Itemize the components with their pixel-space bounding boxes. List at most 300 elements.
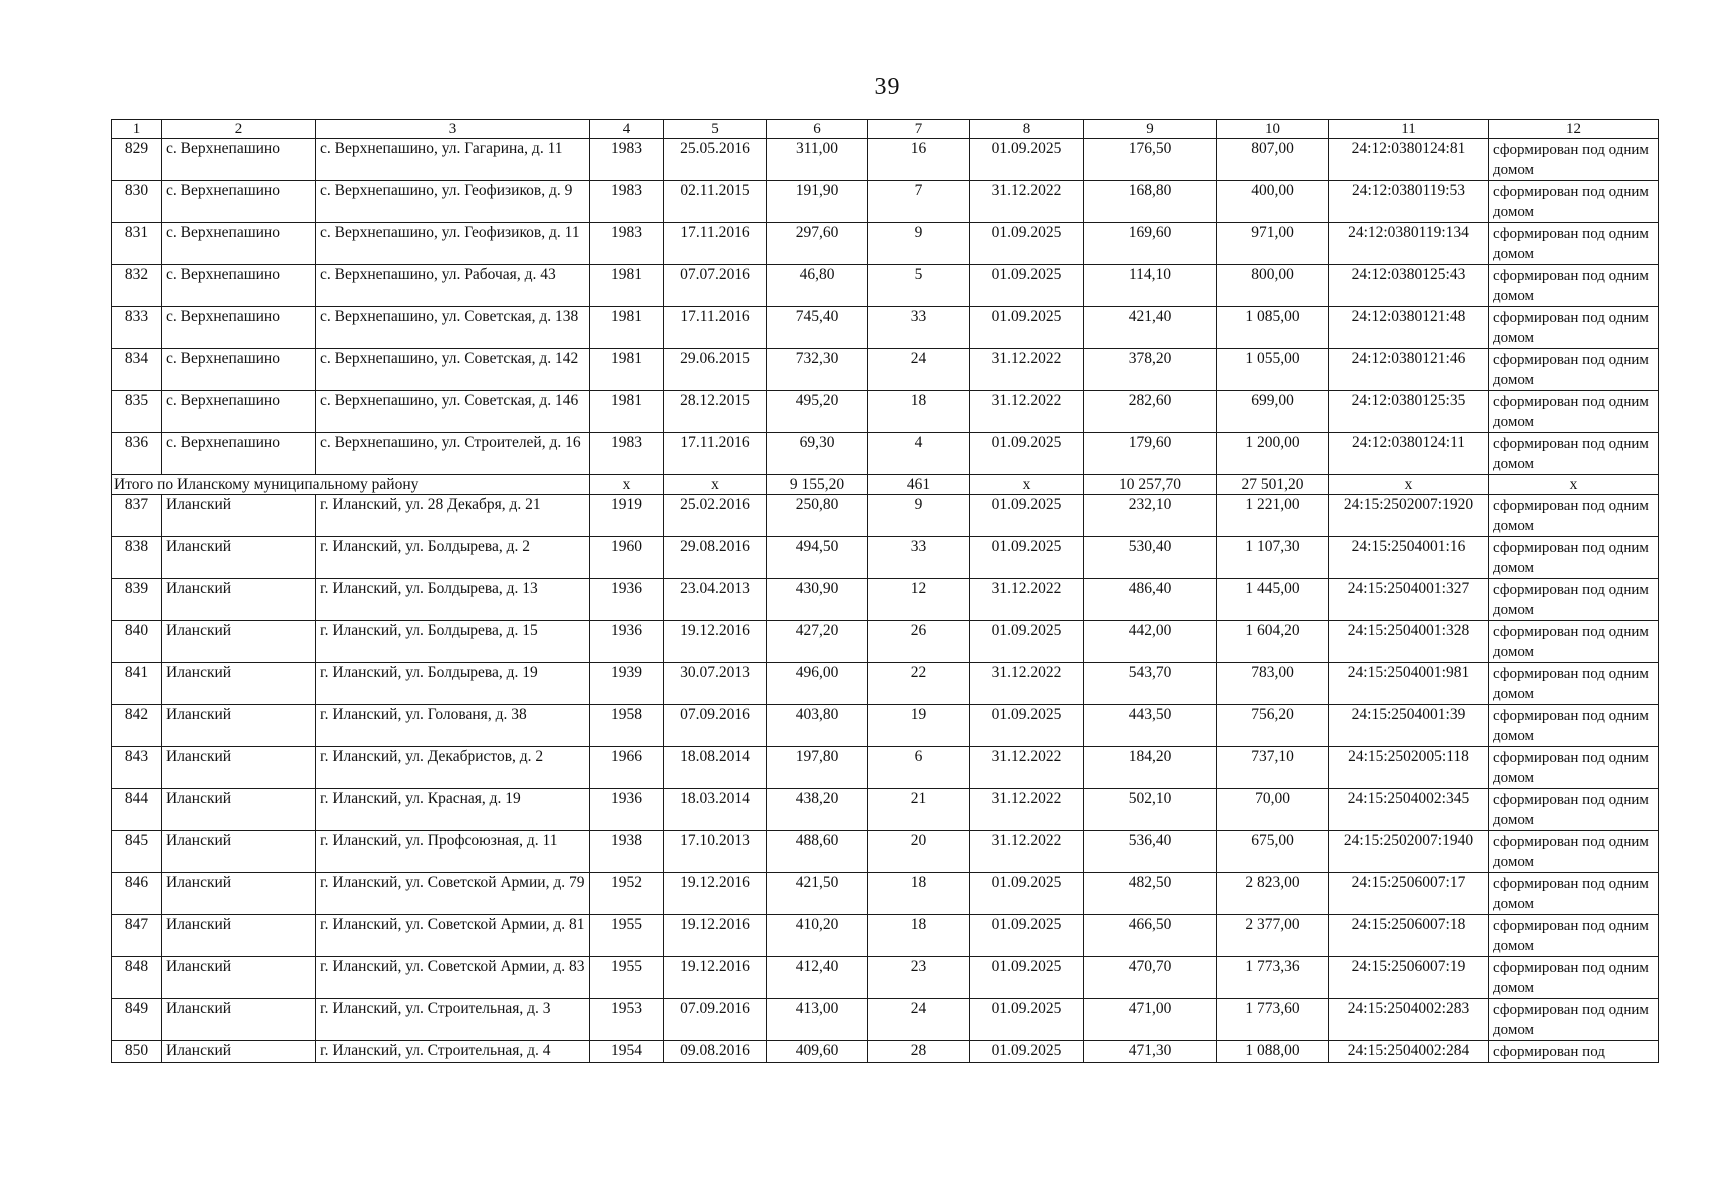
row-number-cell: 843 — [112, 747, 162, 789]
year-cell: 1936 — [590, 621, 664, 663]
deadline-cell: 31.12.2022 — [970, 831, 1084, 873]
residents-cell: 18 — [868, 915, 970, 957]
row-number-cell: 850 — [112, 1041, 162, 1063]
status-cell: сформирован под одним домом — [1489, 391, 1659, 433]
total-value-cell: x — [1329, 475, 1489, 495]
status-cell: сформирован под одним домом — [1489, 349, 1659, 391]
date-cell: 29.06.2015 — [664, 349, 767, 391]
table-row — [112, 1041, 1659, 1063]
address-cell: г. Иланский, ул. 28 Декабря, д. 21 — [316, 495, 590, 537]
table-row — [112, 663, 1659, 705]
residents-cell: 12 — [868, 579, 970, 621]
table-row — [112, 537, 1659, 579]
settlement-cell: с. Верхнепашино — [162, 223, 316, 265]
area-cell: 732,30 — [767, 349, 868, 391]
residents-cell: 33 — [868, 537, 970, 579]
address-cell: г. Иланский, ул. Советской Армии, д. 83 — [316, 957, 590, 999]
row-number-cell: 837 — [112, 495, 162, 537]
total-value-cell: 27 501,20 — [1217, 475, 1329, 495]
cost-cell: 699,00 — [1217, 391, 1329, 433]
address-cell: г. Иланский, ул. Профсоюзная, д. 11 — [316, 831, 590, 873]
land-area-cell: 502,10 — [1084, 789, 1217, 831]
area-cell: 250,80 — [767, 495, 868, 537]
deadline-cell: 31.12.2022 — [970, 181, 1084, 223]
residents-cell: 7 — [868, 181, 970, 223]
year-cell: 1939 — [590, 663, 664, 705]
status-cell: сформирован под одним домом — [1489, 957, 1659, 999]
area-cell: 427,20 — [767, 621, 868, 663]
total-value-cell: 461 — [868, 475, 970, 495]
year-cell: 1981 — [590, 391, 664, 433]
cadastral-number-cell: 24:12:0380119:53 — [1329, 181, 1489, 223]
land-area-cell: 421,40 — [1084, 307, 1217, 349]
cost-cell: 1 445,00 — [1217, 579, 1329, 621]
settlement-cell: Иланский — [162, 873, 316, 915]
table-row — [112, 265, 1659, 307]
area-cell: 412,40 — [767, 957, 868, 999]
date-cell: 25.02.2016 — [664, 495, 767, 537]
cadastral-number-cell: 24:15:2502007:1920 — [1329, 495, 1489, 537]
cost-cell: 1 773,60 — [1217, 999, 1329, 1041]
status-cell: сформирован под одним домом — [1489, 307, 1659, 349]
status-cell: сформирован под одним домом — [1489, 747, 1659, 789]
address-cell: г. Иланский, ул. Строительная, д. 3 — [316, 999, 590, 1041]
year-cell: 1983 — [590, 223, 664, 265]
address-cell: г. Иланский, ул. Болдырева, д. 19 — [316, 663, 590, 705]
column-number-cell: 6 — [767, 120, 868, 139]
land-area-cell: 470,70 — [1084, 957, 1217, 999]
year-cell: 1981 — [590, 349, 664, 391]
land-area-cell: 443,50 — [1084, 705, 1217, 747]
cadastral-number-cell: 24:12:0380124:81 — [1329, 139, 1489, 181]
table-row — [112, 915, 1659, 957]
cost-cell: 675,00 — [1217, 831, 1329, 873]
settlement-cell: Иланский — [162, 495, 316, 537]
date-cell: 19.12.2016 — [664, 621, 767, 663]
status-cell: сформирован под одним домом — [1489, 433, 1659, 475]
year-cell: 1938 — [590, 831, 664, 873]
status-cell: сформирован под одним домом — [1489, 663, 1659, 705]
total-value-cell: x — [664, 475, 767, 495]
land-area-cell: 176,50 — [1084, 139, 1217, 181]
status-cell: сформирован под одним домом — [1489, 223, 1659, 265]
table-row — [112, 579, 1659, 621]
row-number-cell: 832 — [112, 265, 162, 307]
row-number-cell: 834 — [112, 349, 162, 391]
row-number-cell: 831 — [112, 223, 162, 265]
status-cell: сформирован под одним домом — [1489, 579, 1659, 621]
year-cell: 1960 — [590, 537, 664, 579]
settlement-cell: Иланский — [162, 957, 316, 999]
cost-cell: 1 200,00 — [1217, 433, 1329, 475]
residents-cell: 5 — [868, 265, 970, 307]
cadastral-number-cell: 24:15:2506007:19 — [1329, 957, 1489, 999]
settlement-cell: Иланский — [162, 999, 316, 1041]
cost-cell: 1 107,30 — [1217, 537, 1329, 579]
cadastral-number-cell: 24:15:2504001:327 — [1329, 579, 1489, 621]
residents-cell: 6 — [868, 747, 970, 789]
area-cell: 197,80 — [767, 747, 868, 789]
date-cell: 18.08.2014 — [664, 747, 767, 789]
column-number-cell: 10 — [1217, 120, 1329, 139]
row-number-cell: 849 — [112, 999, 162, 1041]
status-cell: сформирован под одним домом — [1489, 873, 1659, 915]
row-number-cell: 842 — [112, 705, 162, 747]
cadastral-number-cell: 24:12:0380121:46 — [1329, 349, 1489, 391]
residents-cell: 20 — [868, 831, 970, 873]
year-cell: 1981 — [590, 307, 664, 349]
housing-register-table — [111, 119, 1659, 1063]
area-cell: 69,30 — [767, 433, 868, 475]
cost-cell: 1 221,00 — [1217, 495, 1329, 537]
row-number-cell: 836 — [112, 433, 162, 475]
area-cell: 496,00 — [767, 663, 868, 705]
cadastral-number-cell: 24:15:2502005:118 — [1329, 747, 1489, 789]
area-cell: 191,90 — [767, 181, 868, 223]
address-cell: г. Иланский, ул. Декабристов, д. 2 — [316, 747, 590, 789]
status-cell: сформирован под одним домом — [1489, 181, 1659, 223]
row-number-cell: 830 — [112, 181, 162, 223]
residents-cell: 18 — [868, 873, 970, 915]
cadastral-number-cell: 24:15:2504001:39 — [1329, 705, 1489, 747]
date-cell: 19.12.2016 — [664, 957, 767, 999]
land-area-cell: 184,20 — [1084, 747, 1217, 789]
year-cell: 1936 — [590, 789, 664, 831]
status-cell: сформирован под одним домом — [1489, 999, 1659, 1041]
deadline-cell: 01.09.2025 — [970, 915, 1084, 957]
address-cell: с. Верхнепашино, ул. Геофизиков, д. 9 — [316, 181, 590, 223]
row-number-cell: 839 — [112, 579, 162, 621]
cadastral-number-cell: 24:12:0380121:48 — [1329, 307, 1489, 349]
settlement-cell: с. Верхнепашино — [162, 307, 316, 349]
residents-cell: 19 — [868, 705, 970, 747]
year-cell: 1981 — [590, 265, 664, 307]
year-cell: 1955 — [590, 915, 664, 957]
cost-cell: 807,00 — [1217, 139, 1329, 181]
area-cell: 494,50 — [767, 537, 868, 579]
total-label: Итого по Иланскому муниципальному району — [112, 475, 590, 495]
row-number-cell: 838 — [112, 537, 162, 579]
land-area-cell: 471,00 — [1084, 999, 1217, 1041]
settlement-cell: Иланский — [162, 1041, 316, 1063]
year-cell: 1955 — [590, 957, 664, 999]
deadline-cell: 31.12.2022 — [970, 579, 1084, 621]
year-cell: 1958 — [590, 705, 664, 747]
settlement-cell: Иланский — [162, 621, 316, 663]
residents-cell: 21 — [868, 789, 970, 831]
status-cell: сформирован под одним домом — [1489, 789, 1659, 831]
table-row — [112, 789, 1659, 831]
settlement-cell: Иланский — [162, 705, 316, 747]
land-area-cell: 169,60 — [1084, 223, 1217, 265]
address-cell: г. Иланский, ул. Болдырева, д. 13 — [316, 579, 590, 621]
address-cell: с. Верхнепашино, ул. Рабочая, д. 43 — [316, 265, 590, 307]
cadastral-number-cell: 24:15:2504001:981 — [1329, 663, 1489, 705]
year-cell: 1936 — [590, 579, 664, 621]
deadline-cell: 01.09.2025 — [970, 1041, 1084, 1063]
area-cell: 409,60 — [767, 1041, 868, 1063]
cadastral-number-cell: 24:12:0380125:35 — [1329, 391, 1489, 433]
cost-cell: 1 773,36 — [1217, 957, 1329, 999]
cadastral-number-cell: 24:15:2506007:18 — [1329, 915, 1489, 957]
deadline-cell: 01.09.2025 — [970, 433, 1084, 475]
column-number-cell: 7 — [868, 120, 970, 139]
area-cell: 488,60 — [767, 831, 868, 873]
address-cell: с. Верхнепашино, ул. Советская, д. 142 — [316, 349, 590, 391]
status-cell: сформирован под одним домом — [1489, 705, 1659, 747]
table-row — [112, 999, 1659, 1041]
year-cell: 1966 — [590, 747, 664, 789]
address-cell: г. Иланский, ул. Болдырева, д. 2 — [316, 537, 590, 579]
cadastral-number-cell: 24:15:2504002:345 — [1329, 789, 1489, 831]
deadline-cell: 31.12.2022 — [970, 391, 1084, 433]
address-cell: г. Иланский, ул. Строительная, д. 4 — [316, 1041, 590, 1063]
deadline-cell: 01.09.2025 — [970, 139, 1084, 181]
column-number-cell: 11 — [1329, 120, 1489, 139]
date-cell: 18.03.2014 — [664, 789, 767, 831]
area-cell: 410,20 — [767, 915, 868, 957]
deadline-cell: 01.09.2025 — [970, 999, 1084, 1041]
year-cell: 1983 — [590, 139, 664, 181]
deadline-cell: 01.09.2025 — [970, 957, 1084, 999]
deadline-cell: 31.12.2022 — [970, 747, 1084, 789]
cost-cell: 783,00 — [1217, 663, 1329, 705]
total-value-cell: x — [590, 475, 664, 495]
cadastral-number-cell: 24:12:0380119:134 — [1329, 223, 1489, 265]
year-cell: 1919 — [590, 495, 664, 537]
residents-cell: 33 — [868, 307, 970, 349]
cost-cell: 971,00 — [1217, 223, 1329, 265]
date-cell: 17.11.2016 — [664, 307, 767, 349]
deadline-cell: 01.09.2025 — [970, 495, 1084, 537]
date-cell: 19.12.2016 — [664, 873, 767, 915]
column-number-cell: 4 — [590, 120, 664, 139]
table-row — [112, 139, 1659, 181]
residents-cell: 9 — [868, 223, 970, 265]
row-number-cell: 829 — [112, 139, 162, 181]
row-number-cell: 847 — [112, 915, 162, 957]
residents-cell: 24 — [868, 999, 970, 1041]
column-number-cell: 8 — [970, 120, 1084, 139]
table-row — [112, 873, 1659, 915]
residents-cell: 9 — [868, 495, 970, 537]
settlement-cell: с. Верхнепашино — [162, 433, 316, 475]
date-cell: 07.09.2016 — [664, 999, 767, 1041]
land-area-cell: 282,60 — [1084, 391, 1217, 433]
table-row — [112, 621, 1659, 663]
date-cell: 07.07.2016 — [664, 265, 767, 307]
settlement-cell: Иланский — [162, 663, 316, 705]
residents-cell: 18 — [868, 391, 970, 433]
table-row — [112, 391, 1659, 433]
settlement-cell: с. Верхнепашино — [162, 349, 316, 391]
row-number-cell: 835 — [112, 391, 162, 433]
address-cell: г. Иланский, ул. Болдырева, д. 15 — [316, 621, 590, 663]
status-cell: сформирован под одним домом — [1489, 139, 1659, 181]
area-cell: 413,00 — [767, 999, 868, 1041]
land-area-cell: 114,10 — [1084, 265, 1217, 307]
land-area-cell: 530,40 — [1084, 537, 1217, 579]
area-cell: 297,60 — [767, 223, 868, 265]
deadline-cell: 01.09.2025 — [970, 537, 1084, 579]
settlement-cell: с. Верхнепашино — [162, 139, 316, 181]
cost-cell: 1 088,00 — [1217, 1041, 1329, 1063]
land-area-cell: 442,00 — [1084, 621, 1217, 663]
date-cell: 25.05.2016 — [664, 139, 767, 181]
residents-cell: 16 — [868, 139, 970, 181]
cost-cell: 1 085,00 — [1217, 307, 1329, 349]
year-cell: 1952 — [590, 873, 664, 915]
cost-cell: 737,10 — [1217, 747, 1329, 789]
year-cell: 1954 — [590, 1041, 664, 1063]
total-value-cell: x — [970, 475, 1084, 495]
table-row — [112, 831, 1659, 873]
land-area-cell: 168,80 — [1084, 181, 1217, 223]
cadastral-number-cell: 24:15:2504002:283 — [1329, 999, 1489, 1041]
deadline-cell: 01.09.2025 — [970, 621, 1084, 663]
deadline-cell: 31.12.2022 — [970, 349, 1084, 391]
area-cell: 46,80 — [767, 265, 868, 307]
residents-cell: 24 — [868, 349, 970, 391]
cost-cell: 1 604,20 — [1217, 621, 1329, 663]
year-cell: 1953 — [590, 999, 664, 1041]
district-total-row — [112, 475, 1659, 495]
date-cell: 17.11.2016 — [664, 433, 767, 475]
deadline-cell: 31.12.2022 — [970, 663, 1084, 705]
table-row — [112, 705, 1659, 747]
date-cell: 19.12.2016 — [664, 915, 767, 957]
settlement-cell: Иланский — [162, 537, 316, 579]
deadline-cell: 01.09.2025 — [970, 223, 1084, 265]
column-number-cell: 1 — [112, 120, 162, 139]
address-cell: г. Иланский, ул. Голованя, д. 38 — [316, 705, 590, 747]
address-cell: с. Верхнепашино, ул. Строителей, д. 16 — [316, 433, 590, 475]
total-value-cell: x — [1489, 475, 1659, 495]
date-cell: 07.09.2016 — [664, 705, 767, 747]
date-cell: 29.08.2016 — [664, 537, 767, 579]
address-cell: с. Верхнепашино, ул. Советская, д. 146 — [316, 391, 590, 433]
land-area-cell: 543,70 — [1084, 663, 1217, 705]
address-cell: г. Иланский, ул. Красная, д. 19 — [316, 789, 590, 831]
date-cell: 09.08.2016 — [664, 1041, 767, 1063]
table-body — [112, 120, 1659, 1063]
page-number: 39 — [874, 74, 901, 100]
settlement-cell: Иланский — [162, 789, 316, 831]
area-cell: 311,00 — [767, 139, 868, 181]
row-number-cell: 841 — [112, 663, 162, 705]
cadastral-number-cell: 24:15:2506007:17 — [1329, 873, 1489, 915]
date-cell: 23.04.2013 — [664, 579, 767, 621]
table-row — [112, 223, 1659, 265]
table-row — [112, 349, 1659, 391]
cadastral-number-cell: 24:12:0380124:11 — [1329, 433, 1489, 475]
row-number-cell: 845 — [112, 831, 162, 873]
row-number-cell: 848 — [112, 957, 162, 999]
status-cell: сформирован под одним домом — [1489, 495, 1659, 537]
land-area-cell: 378,20 — [1084, 349, 1217, 391]
land-area-cell: 482,50 — [1084, 873, 1217, 915]
column-number-cell: 2 — [162, 120, 316, 139]
cost-cell: 800,00 — [1217, 265, 1329, 307]
table-row — [112, 433, 1659, 475]
area-cell: 430,90 — [767, 579, 868, 621]
cost-cell: 70,00 — [1217, 789, 1329, 831]
area-cell: 745,40 — [767, 307, 868, 349]
cost-cell: 400,00 — [1217, 181, 1329, 223]
land-area-cell: 486,40 — [1084, 579, 1217, 621]
column-number-row — [112, 120, 1659, 139]
table-row — [112, 307, 1659, 349]
row-number-cell: 840 — [112, 621, 162, 663]
address-cell: с. Верхнепашино, ул. Советская, д. 138 — [316, 307, 590, 349]
residents-cell: 28 — [868, 1041, 970, 1063]
area-cell: 403,80 — [767, 705, 868, 747]
date-cell: 17.11.2016 — [664, 223, 767, 265]
cadastral-number-cell: 24:15:2502007:1940 — [1329, 831, 1489, 873]
total-value-cell: 10 257,70 — [1084, 475, 1217, 495]
table-row — [112, 747, 1659, 789]
table-row — [112, 957, 1659, 999]
settlement-cell: Иланский — [162, 831, 316, 873]
area-cell: 438,20 — [767, 789, 868, 831]
address-cell: г. Иланский, ул. Советской Армии, д. 81 — [316, 915, 590, 957]
settlement-cell: Иланский — [162, 915, 316, 957]
date-cell: 30.07.2013 — [664, 663, 767, 705]
status-cell: сформирован под одним домом — [1489, 915, 1659, 957]
row-number-cell: 833 — [112, 307, 162, 349]
year-cell: 1983 — [590, 181, 664, 223]
cost-cell: 1 055,00 — [1217, 349, 1329, 391]
cost-cell: 2 823,00 — [1217, 873, 1329, 915]
cadastral-number-cell: 24:15:2504001:328 — [1329, 621, 1489, 663]
status-cell: сформирован под одним домом — [1489, 537, 1659, 579]
residents-cell: 23 — [868, 957, 970, 999]
settlement-cell: с. Верхнепашино — [162, 391, 316, 433]
residents-cell: 22 — [868, 663, 970, 705]
cadastral-number-cell: 24:12:0380125:43 — [1329, 265, 1489, 307]
settlement-cell: с. Верхнепашино — [162, 265, 316, 307]
column-number-cell: 12 — [1489, 120, 1659, 139]
deadline-cell: 01.09.2025 — [970, 265, 1084, 307]
total-value-cell: 9 155,20 — [767, 475, 868, 495]
table-row — [112, 181, 1659, 223]
deadline-cell: 31.12.2022 — [970, 789, 1084, 831]
cost-cell: 756,20 — [1217, 705, 1329, 747]
deadline-cell: 01.09.2025 — [970, 873, 1084, 915]
table-row — [112, 495, 1659, 537]
address-cell: с. Верхнепашино, ул. Геофизиков, д. 11 — [316, 223, 590, 265]
land-area-cell: 466,50 — [1084, 915, 1217, 957]
cadastral-number-cell: 24:15:2504001:16 — [1329, 537, 1489, 579]
area-cell: 421,50 — [767, 873, 868, 915]
column-number-cell: 5 — [664, 120, 767, 139]
date-cell: 17.10.2013 — [664, 831, 767, 873]
residents-cell: 26 — [868, 621, 970, 663]
land-area-cell: 471,30 — [1084, 1041, 1217, 1063]
date-cell: 02.11.2015 — [664, 181, 767, 223]
year-cell: 1983 — [590, 433, 664, 475]
cost-cell: 2 377,00 — [1217, 915, 1329, 957]
column-number-cell: 3 — [316, 120, 590, 139]
address-cell: с. Верхнепашино, ул. Гагарина, д. 11 — [316, 139, 590, 181]
date-cell: 28.12.2015 — [664, 391, 767, 433]
status-cell: сформирован под — [1489, 1041, 1659, 1063]
row-number-cell: 844 — [112, 789, 162, 831]
row-number-cell: 846 — [112, 873, 162, 915]
address-cell: г. Иланский, ул. Советской Армии, д. 79 — [316, 873, 590, 915]
deadline-cell: 01.09.2025 — [970, 307, 1084, 349]
status-cell: сформирован под одним домом — [1489, 265, 1659, 307]
